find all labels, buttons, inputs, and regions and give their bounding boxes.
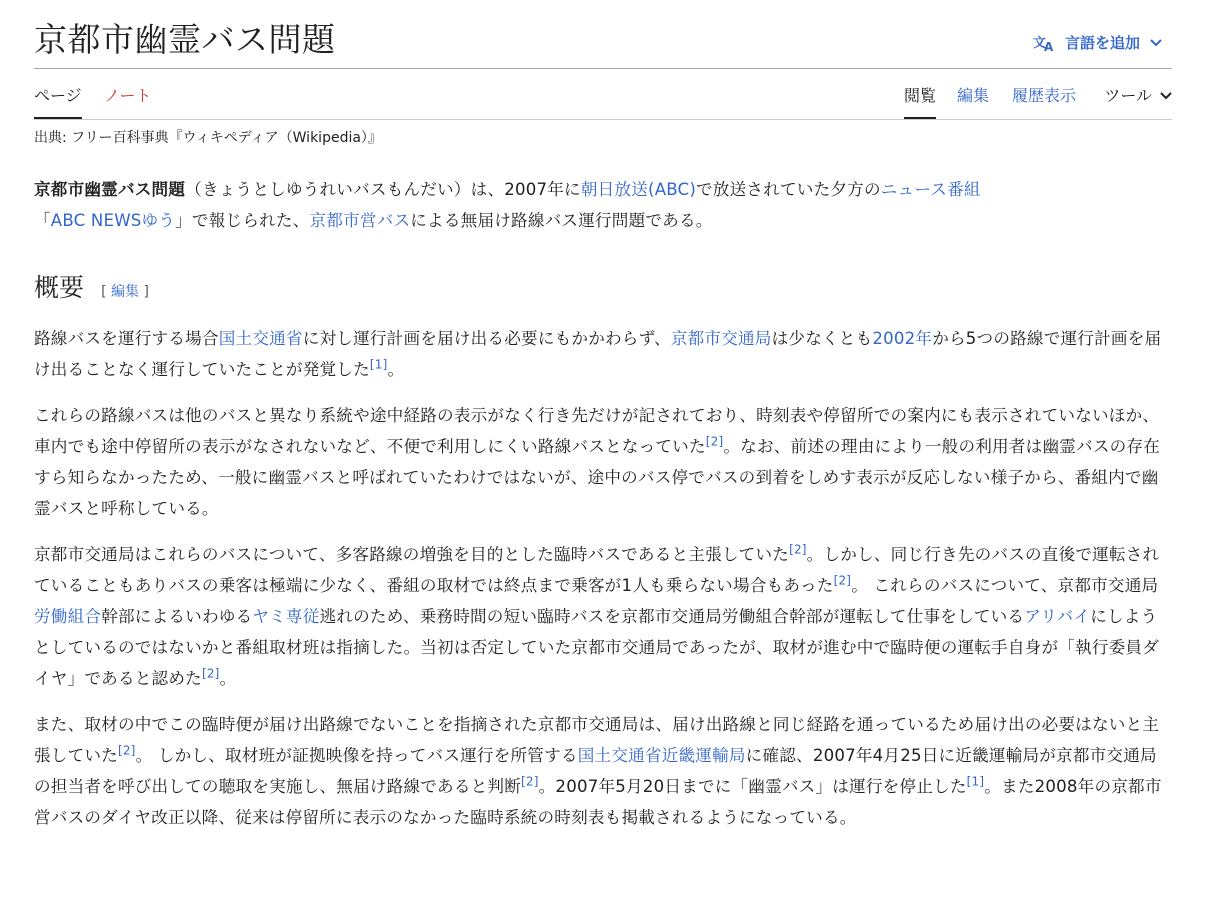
text: で放送されていた夕方の <box>696 180 881 199</box>
text: また、取材の中でこの臨時便が届け出路線でないことを指摘された京都市交通局は、届け出路線と同じ経路を通っているため届け出の必要はないと主張していた <box>34 715 1160 765</box>
section-body <box>34 323 1172 848</box>
paragraph-2 <box>34 400 1172 524</box>
chevron-down-icon <box>1150 39 1162 47</box>
text: 路線バスを運行する場合 <box>34 329 219 348</box>
tab-note[interactable]: ノート <box>104 86 152 105</box>
add-language-label: 言語を追加 <box>1064 34 1140 52</box>
page-tabs <box>34 69 1172 120</box>
text: （きょうとしゆうれいバスもんだい）は、2007年に <box>185 180 581 199</box>
text: による無届け路線バス運行問題である。 <box>410 211 713 230</box>
bracket: ] <box>139 284 149 300</box>
text: 。 これらのバスについて、京都市交通局 <box>851 576 1159 595</box>
link-kinki-transport-bureau[interactable]: 国土交通省近畿運輸局 <box>577 746 746 765</box>
text: 。しかし、同じ行き先のバスの直後で運転されていることもありバスの乗客は極端に少なく、番組の取材では終点まで乗客が1人も乗らない場合もあった <box>34 545 1160 595</box>
link-kyoto-city-bus[interactable]: 京都市営バス <box>309 211 411 230</box>
lead-paragraph <box>34 174 1172 236</box>
paragraph-3 <box>34 539 1172 694</box>
text: 」で報じられた、 <box>175 211 310 230</box>
page-title: 京都市幽霊バス問題 <box>34 20 336 59</box>
reference-link[interactable]: [2] <box>789 542 807 557</box>
text: 逃れのため、乗務時間の短い臨時バスを京都市交通局労働組合幹部が運転して仕事をしている <box>319 607 1025 626</box>
tab-page[interactable]: ページ <box>34 86 82 105</box>
link-news-program[interactable]: ニュース番組 <box>880 180 981 199</box>
link-abc-news-yu[interactable]: ABC NEWSゆう <box>50 211 176 230</box>
reference-link[interactable]: [2] <box>521 774 539 789</box>
paragraph-1 <box>34 323 1172 385</box>
add-language-button[interactable] <box>1033 32 1172 53</box>
svg-text:文: 文 <box>1032 35 1046 51</box>
reference-link[interactable]: [1] <box>966 774 985 789</box>
section-edit <box>101 284 149 300</box>
tab-edit[interactable]: 編集 <box>956 86 989 105</box>
text: 「 <box>34 211 51 230</box>
paragraph-4 <box>34 709 1172 833</box>
text: は少なくとも <box>771 329 873 348</box>
reference-link[interactable]: [1] <box>369 357 388 372</box>
link-labor-union[interactable]: 労働組合 <box>34 607 102 626</box>
tools-dropdown[interactable] <box>1104 85 1172 107</box>
source-line: 出典: フリー百科事典『ウィキペディア（Wikipedia）』 <box>34 130 382 146</box>
article <box>34 0 1172 827</box>
text: 。また2008年の京都市営バスのダイヤ改正以降、従来は停留所に表示のなかった臨時系統の時刻表も掲載されるようになっている。 <box>34 777 1162 827</box>
link-kyoto-transport-bureau[interactable]: 京都市交通局 <box>670 329 772 348</box>
link-2002[interactable]: 2002年 <box>872 329 933 348</box>
link-alibi[interactable]: アリバイ <box>1024 607 1091 626</box>
text: 。2007年5月20日までに「幽霊バス」は運行を停止した <box>538 777 967 796</box>
text: 。 <box>219 669 237 688</box>
svg-text:A: A <box>1043 39 1054 52</box>
chevron-down-icon <box>1160 92 1172 100</box>
reference-link[interactable]: [2] <box>833 573 852 588</box>
text: 。 <box>387 360 405 379</box>
reference-link[interactable]: [2] <box>201 666 220 681</box>
text: 京都市交通局はこれらのバスについて、多客路線の増強を目的とした臨時バスであると主張していた <box>34 545 790 564</box>
link-yami-senju[interactable]: ヤミ専従 <box>252 607 320 626</box>
title-bar <box>34 0 1172 69</box>
text: にしようとしているのではないかと番組取材班は指摘した。当初は否定していた京都市交通局であったが、取材が進む中で臨時便の運転手自身が「執行委員ダイヤ」であると認めた <box>34 607 1160 688</box>
section-heading: 概要 <box>34 273 85 302</box>
link-abc[interactable]: 朝日放送(ABC) <box>580 180 697 199</box>
section-edit-link[interactable]: 編集 <box>111 284 140 300</box>
language-icon <box>1033 34 1055 52</box>
lead-bold-title: 京都市幽霊バス問題 <box>34 180 186 199</box>
link-mlit[interactable]: 国土交通省 <box>218 329 303 348</box>
tab-history[interactable]: 履歴表示 <box>1011 86 1076 105</box>
text: これらの路線バスは他のバスと異なり系統や途中経路の表示がなく行き先だけが記されており、時刻表や停留所での案内にも表示されていないほか、車内でも途中停留所の表示がなされないなど、不便で利用しにくい路線バスとなっていた <box>34 406 1160 456</box>
section-header <box>34 268 1172 304</box>
text: に確認、2007年4月25日に近畿運輸局が京都市交通局の担当者を呼び出しての聴取を実施し、無届け路線であると判断 <box>34 746 1157 796</box>
text: 。なお、前述の理由により一般の利用者は幽霊バスの存在すら知らなかったため、一般に幽霊バスと呼ばれていたわけではないが、途中のバス停でバスの到着をしめす表示が反応しない様子から、番組内で幽霊バスと呼称している。 <box>34 437 1160 518</box>
text: に対し運行計画を届け出る必要にもかかわらず、 <box>302 329 671 348</box>
bracket: [ <box>101 284 112 300</box>
tools-label: ツール <box>1104 86 1152 105</box>
reference-link[interactable]: [2] <box>117 743 136 758</box>
reference-link[interactable]: [2] <box>705 434 724 449</box>
text: 幹部によるいわゆる <box>101 607 253 626</box>
text: 。 しかし、取材班が証拠映像を持ってバス運行を所管する <box>135 746 578 765</box>
text: から5つの路線で運行計画を届け出ることなく運行していたことが発覚した <box>34 329 1162 379</box>
tab-read[interactable]: 閲覧 <box>903 86 936 105</box>
